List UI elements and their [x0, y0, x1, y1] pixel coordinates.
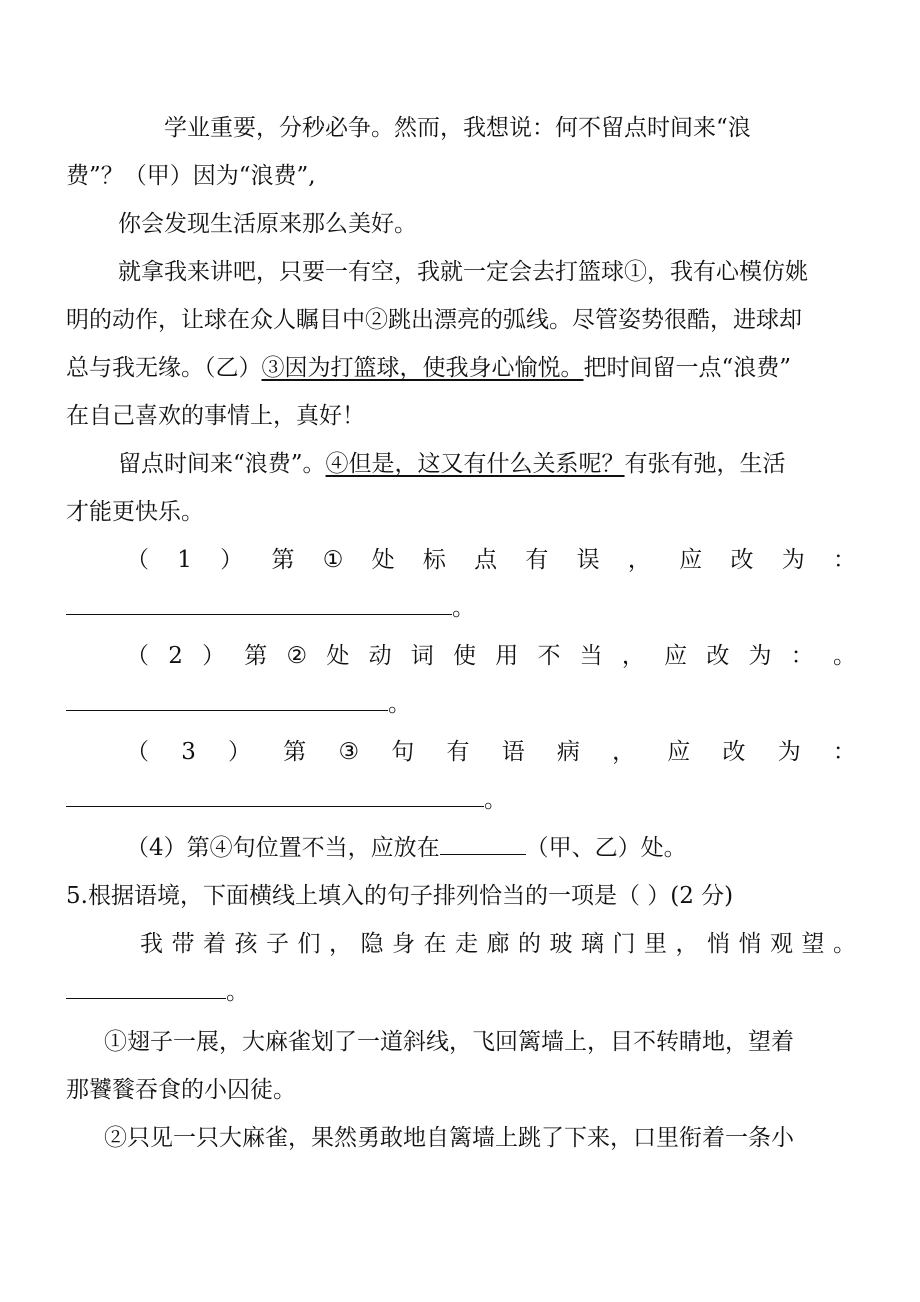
passage-p3-line4: 在自己喜欢的事情上，真好！ — [66, 403, 365, 429]
period: 。 — [226, 979, 249, 1005]
option-1-line2: 那饕餮吞食的小囚徒。 — [66, 1077, 296, 1103]
char: 应 — [664, 643, 688, 669]
char: 里 — [644, 931, 667, 957]
char: 悄 — [738, 931, 762, 957]
char: ， — [627, 547, 651, 573]
char: ） — [220, 547, 244, 573]
char: 带 — [171, 931, 195, 957]
char: ① — [322, 547, 344, 573]
char: （ — [126, 547, 149, 573]
char: 不 — [537, 643, 561, 669]
passage-p4-line2: 才能更快乐。 — [66, 499, 204, 525]
char: ） — [228, 739, 252, 765]
char: 改 — [730, 547, 754, 573]
char: 改 — [722, 739, 746, 765]
char: 。 — [833, 931, 856, 957]
char: 孩 — [234, 931, 258, 957]
char: 有 — [446, 739, 470, 765]
char: 门 — [612, 931, 636, 957]
char: 为 — [781, 547, 805, 573]
char: ： — [832, 739, 856, 765]
char: 处 — [371, 547, 395, 573]
char: 着 — [203, 931, 226, 957]
question-1-answer-line — [66, 592, 475, 624]
passage-p3-line3 — [66, 352, 791, 384]
char: 句 — [391, 739, 415, 765]
passage-p4-line1-end: 有张有弛，生活 — [624, 451, 786, 477]
question-4 — [126, 832, 687, 864]
char: ② — [286, 643, 308, 669]
char: 1 — [177, 547, 192, 573]
char: ， — [675, 931, 699, 957]
char: （ — [126, 643, 149, 669]
passage-p3-line3-end: 把时间留一点“浪费” — [583, 355, 792, 381]
char: 身 — [392, 931, 415, 957]
answer-blank-2[interactable] — [66, 688, 388, 711]
question-5-blank-line — [66, 976, 249, 1008]
question-3-stem — [126, 736, 856, 768]
char: （ — [126, 739, 149, 765]
char: 玻 — [549, 931, 573, 957]
passage-p4-line1-start: 留点时间来“浪费”。 — [118, 451, 326, 477]
answer-blank-3[interactable] — [66, 784, 484, 807]
char: 点 — [474, 547, 498, 573]
answer-blank-5[interactable] — [66, 976, 226, 999]
char: 当 — [579, 643, 603, 669]
char: ， — [329, 931, 352, 957]
char: 用 — [495, 643, 519, 669]
question-3-answer-line — [66, 784, 507, 816]
char: 悄 — [707, 931, 730, 957]
char: ③ — [338, 739, 360, 765]
char: 有 — [525, 547, 549, 573]
period: 。 — [452, 595, 475, 621]
question-4-stem: （4）第④句位置不当，应放在 — [126, 835, 440, 861]
char: 第 — [283, 739, 307, 765]
question-5-stem: 5.根据语境，下面横线上填入的句子排列恰当的一项是（ ）(2 分) — [66, 883, 734, 909]
passage-p3-line1: 就拿我来讲吧，只要一有空，我就一定会去打篮球①，我有心模仿姚 — [118, 259, 808, 285]
char: ） — [202, 643, 226, 669]
underlined-sentence-3: ③因为打篮球，使我身心愉悦。 — [261, 355, 584, 381]
char: 观 — [770, 931, 793, 957]
char: ： — [790, 643, 814, 669]
char: 在 — [423, 931, 447, 957]
passage-p3-line3-start: 总与我无缘。（乙） — [66, 355, 262, 381]
char: 为 — [748, 643, 772, 669]
char: 使 — [453, 643, 477, 669]
char: 子 — [266, 931, 289, 957]
char: 应 — [679, 547, 703, 573]
period: 。 — [484, 787, 507, 813]
char: 标 — [422, 547, 446, 573]
option-1-line1: ①翅子一展，大麻雀划了一道斜线，飞回篱墙上，目不转睛地，望着 — [104, 1029, 794, 1055]
passage-p3-line2: 明的动作，让球在众人瞩目中②跳出漂亮的弧线。尽管姿势很酷，进球却 — [66, 307, 802, 333]
char: 的 — [518, 931, 541, 957]
char: 3 — [181, 739, 196, 765]
option-2-line1: ②只见一只大麻雀，果然勇敢地自篱墙上跳了下来，口里衔着一条小 — [104, 1125, 794, 1151]
char: 处 — [326, 643, 350, 669]
char: 第 — [271, 547, 295, 573]
question-5-context — [140, 928, 856, 960]
char: 我 — [140, 931, 163, 957]
char: ， — [612, 739, 636, 765]
char: 词 — [410, 643, 434, 669]
char: ： — [832, 547, 856, 573]
char: 改 — [706, 643, 730, 669]
underlined-sentence-4: ④但是，这又有什么关系呢？ — [325, 451, 625, 477]
char: 们 — [297, 931, 321, 957]
question-2-stem — [126, 640, 856, 672]
answer-blank-4[interactable] — [440, 832, 526, 855]
question-4-tail: （甲、乙）处。 — [525, 835, 687, 861]
char: 廊 — [486, 931, 510, 957]
question-2-answer-line — [66, 688, 411, 720]
char: 第 — [244, 643, 268, 669]
answer-blank-1[interactable] — [66, 592, 452, 615]
passage-p1-line2: 费”？（甲）因为“浪费”, — [66, 163, 316, 189]
char: 璃 — [581, 931, 604, 957]
char: 2 — [168, 643, 183, 669]
passage-p1-line1: 学业重要，分秒必争。然而，我想说：何不留点时间来“浪 — [164, 115, 751, 141]
char: 为 — [777, 739, 801, 765]
char: 误 — [576, 547, 600, 573]
char: 隐 — [360, 931, 384, 957]
period: 。 — [388, 691, 411, 717]
char: 语 — [501, 739, 525, 765]
char: ， — [621, 643, 645, 669]
char: 望 — [801, 931, 825, 957]
question-1-stem — [126, 544, 856, 576]
passage-p4-line1 — [118, 448, 786, 480]
char: 应 — [667, 739, 691, 765]
char: 动 — [368, 643, 392, 669]
char: 。 — [832, 643, 856, 669]
char: 病 — [556, 739, 580, 765]
passage-p2: 你会发现生活原来那么美好。 — [118, 211, 417, 237]
char: 走 — [455, 931, 478, 957]
